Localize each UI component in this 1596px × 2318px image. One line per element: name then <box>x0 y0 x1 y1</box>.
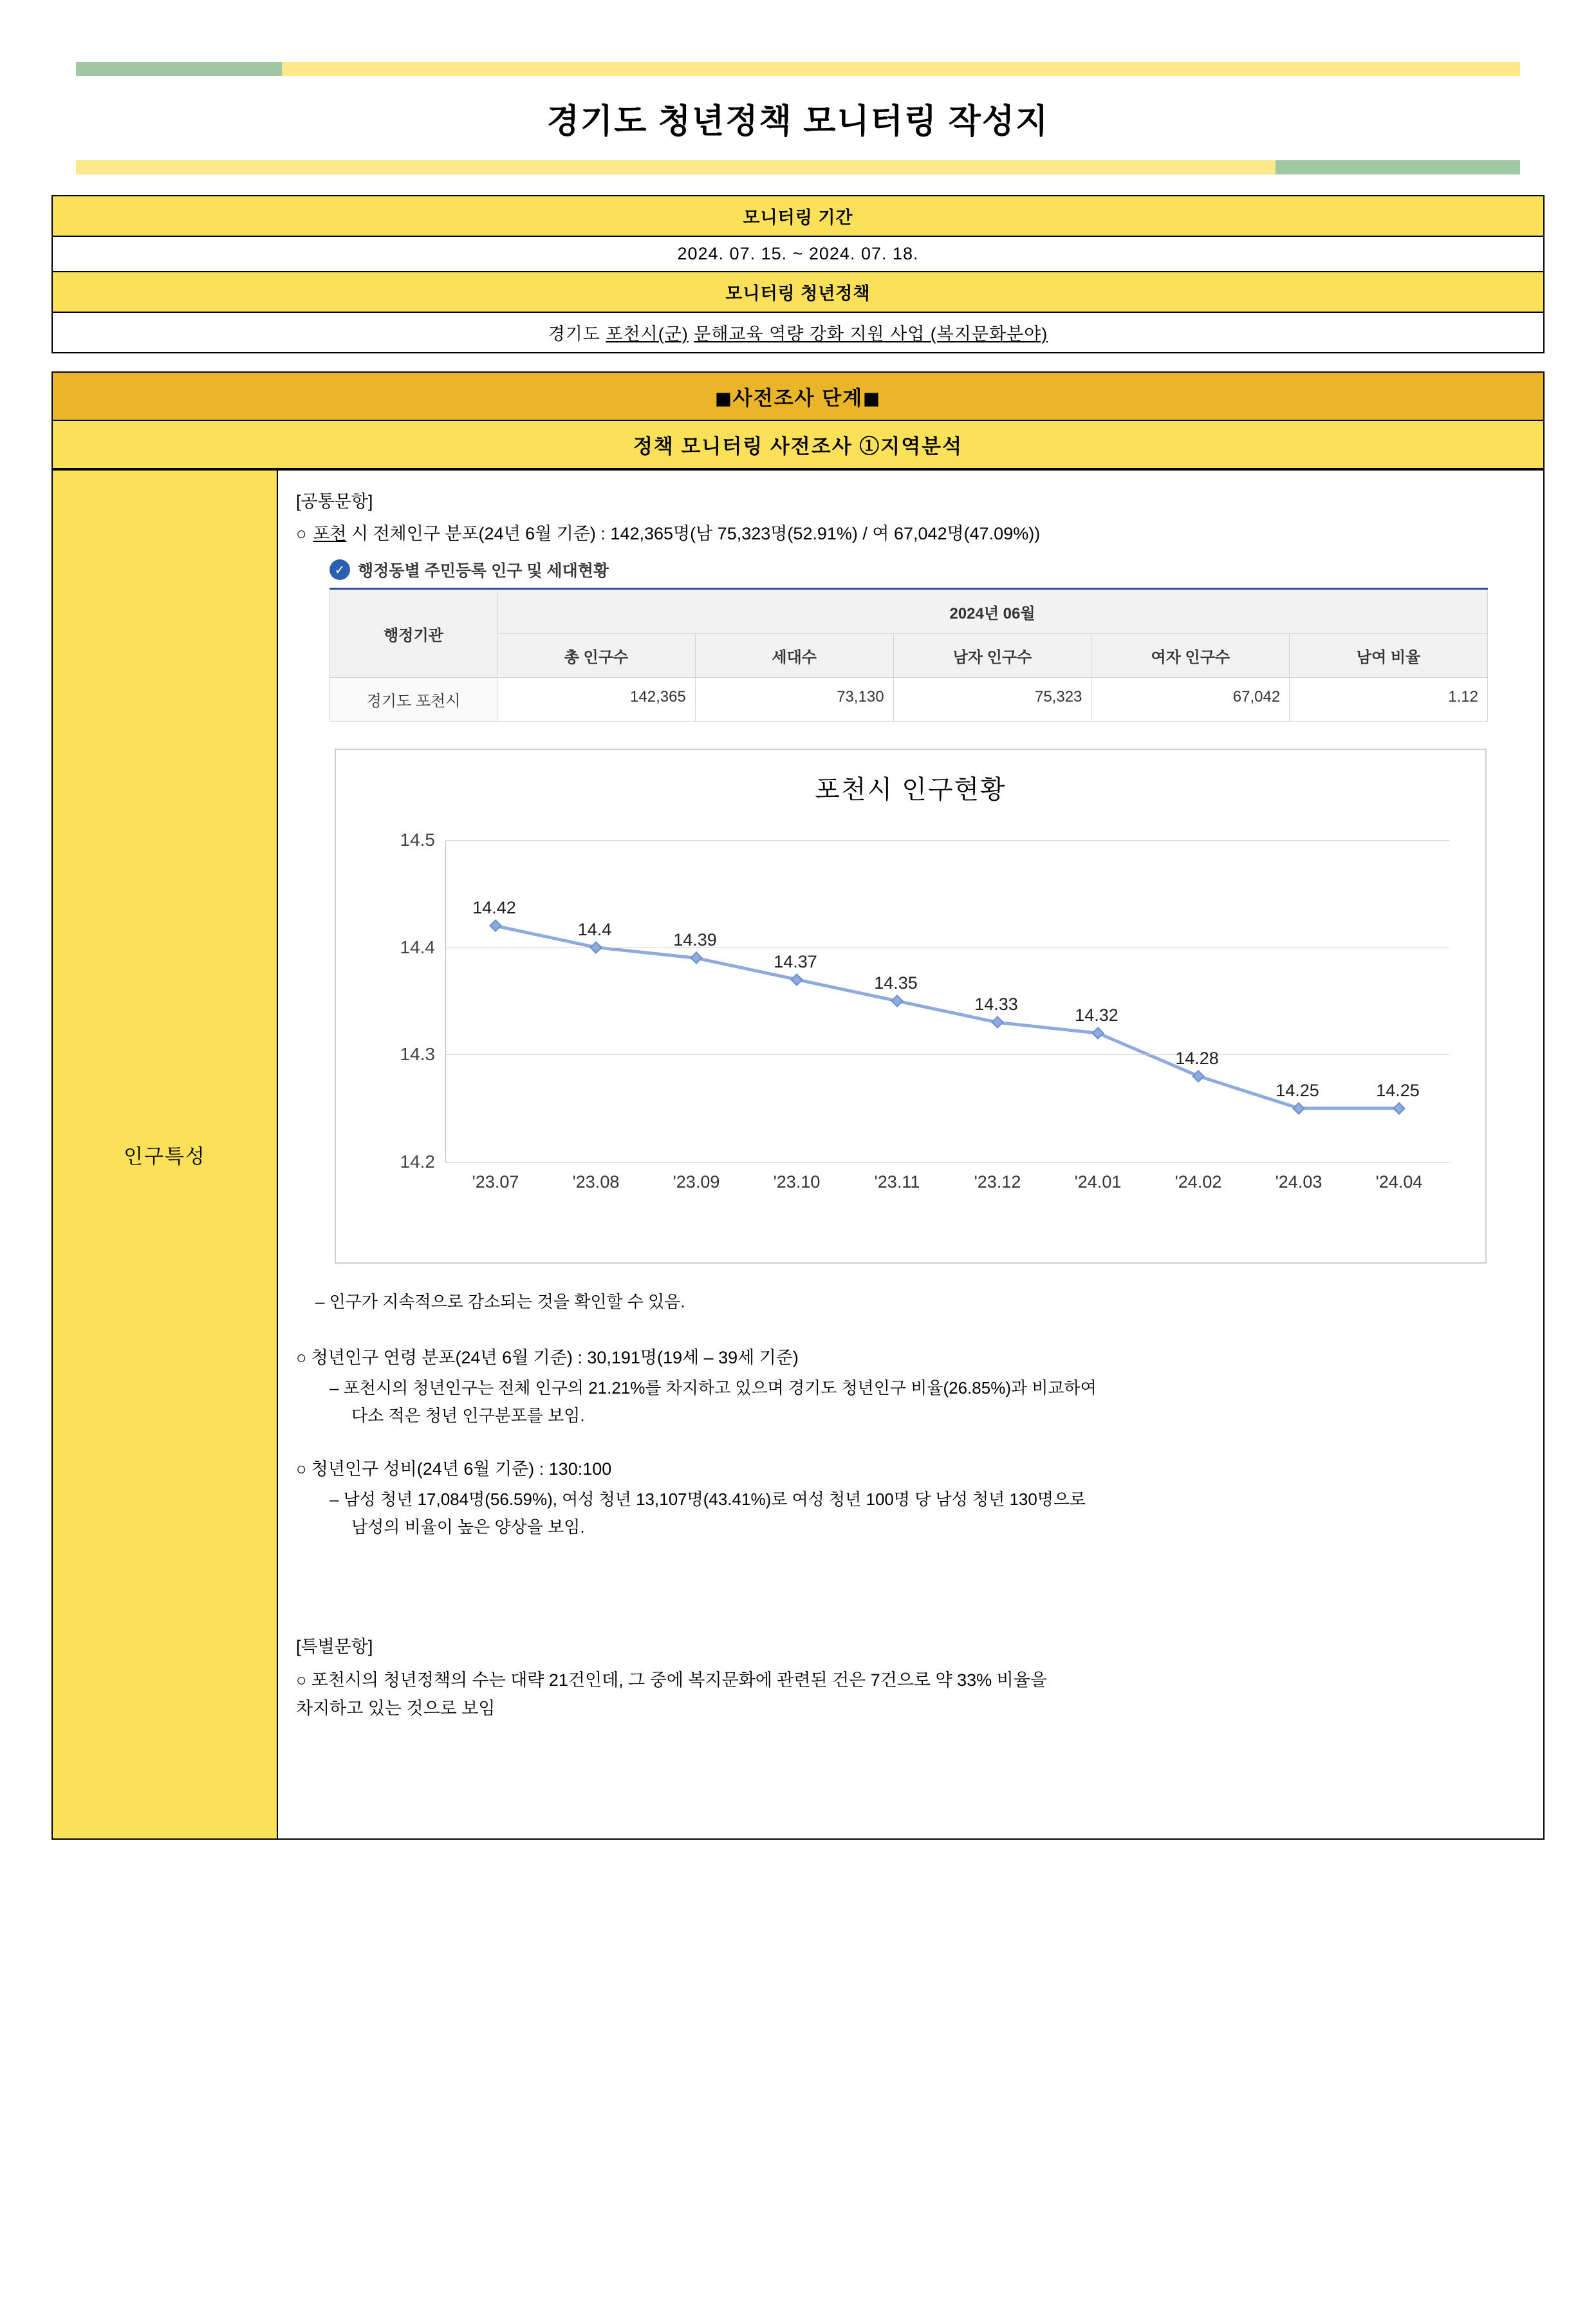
chart-x-tick-label: '24.04 <box>1375 1172 1423 1192</box>
chart-gridline <box>445 840 1449 841</box>
monitoring-policy-label: 모니터링 청년정책 <box>52 272 1544 312</box>
header-band-bottom <box>76 160 1520 174</box>
table-row <box>52 312 1544 353</box>
monitoring-period-label: 모니터링 기간 <box>52 196 1544 236</box>
table-row <box>52 420 1544 469</box>
section-side-label: 인구특성 <box>52 470 277 1839</box>
chart-data-label: 14.4 <box>577 919 612 939</box>
table-row <box>52 272 1544 312</box>
table-header-row <box>330 634 1488 678</box>
col-header-male-pop: 남자 인구수 <box>893 634 1091 678</box>
col-header-org: 행정기관 <box>330 590 497 678</box>
chart-y-tick-label: 14.3 <box>400 1044 435 1065</box>
section-body <box>277 470 1544 1839</box>
spacer <box>296 1317 1525 1339</box>
chart-x-tick-label: '24.01 <box>1074 1172 1122 1192</box>
cell-sex-ratio: 1.12 <box>1290 678 1488 722</box>
special-question-label: [특별문항] <box>296 1637 373 1657</box>
youth-age-sub-line1: – 포천시의 청년인구는 전체 인구의 21.21%를 차지하고 있으며 경기도 청년인구 비율(26.85%)과 비교하여 <box>329 1378 1097 1398</box>
policy-rest: 문해교육 역량 강화 지원 사업 (복지문화분야) <box>694 324 1048 344</box>
chart-data-label: 14.25 <box>1276 1080 1319 1100</box>
region-name: 포천 <box>313 524 347 543</box>
youth-sex-ratio-sub-line2: 남성의 비율이 높은 양상을 보임. <box>351 1517 585 1537</box>
youth-sex-ratio-bullet: ○ 청년인구 성비(24년 6월 기준) : 130:100 <box>296 1459 612 1479</box>
policy-region: 포천시(군) <box>606 324 689 344</box>
check-circle-icon: ✓ <box>329 559 350 580</box>
table-row <box>52 372 1544 420</box>
population-trend-chart <box>335 749 1487 1264</box>
col-header-period: 2024년 06월 <box>497 590 1488 634</box>
chart-gridline <box>445 1162 1449 1163</box>
spacer <box>296 1428 1525 1450</box>
cell-households: 73,130 <box>695 678 893 722</box>
cell-male-pop: 75,323 <box>893 678 1091 722</box>
cell-total-pop: 142,365 <box>497 678 696 722</box>
table-row <box>52 236 1544 272</box>
chart-x-tick-label: '24.02 <box>1174 1172 1222 1192</box>
chart-data-label: 14.32 <box>1075 1005 1118 1025</box>
spacer <box>296 1585 1525 1630</box>
population-distribution-text: 시 전체인구 분포(24년 6월 기준) : 142,365명(남 75,323명(52.91%) / 여 67,042명(47.09%)) <box>346 524 1041 543</box>
stat-widget-title: 행정동별 주민등록 인구 및 세대현황 <box>358 562 609 581</box>
table-row <box>52 196 1544 236</box>
cell-female-pop: 67,042 <box>1091 678 1290 722</box>
monitoring-policy-value <box>52 312 1544 353</box>
chart-x-tick-label: '23.07 <box>472 1172 519 1192</box>
col-header-female-pop: 여자 인구수 <box>1091 634 1290 678</box>
chart-data-label: 14.28 <box>1175 1048 1219 1068</box>
chart-plot-area <box>400 830 1449 1192</box>
chart-x-tick-label: '23.10 <box>773 1172 821 1192</box>
chart-data-label: 14.37 <box>774 951 817 971</box>
col-header-households: 세대수 <box>695 634 893 678</box>
special-answer-line2: 차지하고 있는 것으로 보임 <box>296 1698 496 1718</box>
header-band-green-right <box>1276 160 1520 174</box>
population-stat-widget <box>329 558 1488 722</box>
spacer <box>296 1723 1525 1768</box>
common-question-label: [공통문항] <box>296 492 373 511</box>
youth-sex-ratio-sub-line1: – 남성 청년 17,084명(56.59%), 여성 청년 13,107명(43.41%)로 여성 청년 100명 당 남성 청년 130명으로 <box>329 1490 1086 1510</box>
stage-header-table <box>51 371 1545 469</box>
cell-org-name: 경기도 포천시 <box>330 678 497 722</box>
chart-data-label: 14.25 <box>1376 1080 1420 1100</box>
chart-x-tick-label: '23.11 <box>874 1172 920 1192</box>
chart-y-tick-label: 14.4 <box>400 937 435 957</box>
population-stat-table <box>329 590 1488 722</box>
table-row <box>52 470 1544 1839</box>
chart-data-label: 14.33 <box>974 995 1018 1014</box>
policy-prefix: 경기도 <box>548 324 606 344</box>
spacer <box>296 1768 1525 1813</box>
body-table <box>51 469 1545 1840</box>
stat-widget-header <box>329 558 1488 590</box>
document-page <box>0 62 1596 2318</box>
population-distribution-bullet <box>296 521 1525 547</box>
monitoring-info-table <box>51 195 1545 353</box>
col-header-total-pop: 총 인구수 <box>497 634 696 678</box>
chart-note: – 인구가 지속적으로 감소되는 것을 확인할 수 있음. <box>315 1292 685 1312</box>
document-header <box>76 62 1520 174</box>
chart-x-tick-label: '23.09 <box>673 1172 720 1192</box>
monitoring-period-value: 2024. 07. 15. ~ 2024. 07. 18. <box>52 236 1544 272</box>
bullet-marker: ○ <box>296 524 307 543</box>
header-band-yellow-left <box>76 160 1276 174</box>
stage-sub-label: 정책 모니터링 사전조사 ①지역분석 <box>52 420 1544 469</box>
chart-x-tick-label: '23.08 <box>572 1172 620 1192</box>
youth-age-sub-line2: 다소 적은 청년 인구분포를 보임. <box>351 1406 585 1426</box>
chart-y-tick-label: 14.5 <box>400 830 435 850</box>
chart-data-label: 14.42 <box>472 898 516 918</box>
chart-title: 포천시 인구현황 <box>815 776 1007 805</box>
page-title: 경기도 청년정책 모니터링 작성지 <box>546 103 1050 140</box>
chart-data-label: 14.35 <box>874 973 918 993</box>
chart-gridline <box>445 1054 1449 1055</box>
stage-main-label: ◼사전조사 단계◼ <box>52 372 1544 420</box>
chart-y-tick-label: 14.2 <box>400 1152 435 1172</box>
col-header-sex-ratio: 남여 비율 <box>1290 634 1488 678</box>
chart-data-label: 14.39 <box>673 930 717 950</box>
table-row <box>330 678 1488 722</box>
special-answer-line1: ○ 포천시의 청년정책의 수는 대략 21건인데, 그 중에 복지문화에 관련된 건은 7건으로 약 33% 비율을 <box>296 1670 1047 1690</box>
chart-x-tick-label: '24.03 <box>1275 1172 1322 1192</box>
spacer <box>296 1540 1525 1585</box>
table-header-row <box>330 590 1488 634</box>
youth-age-bullet: ○ 청년인구 연령 분포(24년 6월 기준) : 30,191명(19세 – 39세 기준) <box>296 1348 799 1368</box>
chart-x-tick-label: '23.12 <box>974 1172 1021 1192</box>
